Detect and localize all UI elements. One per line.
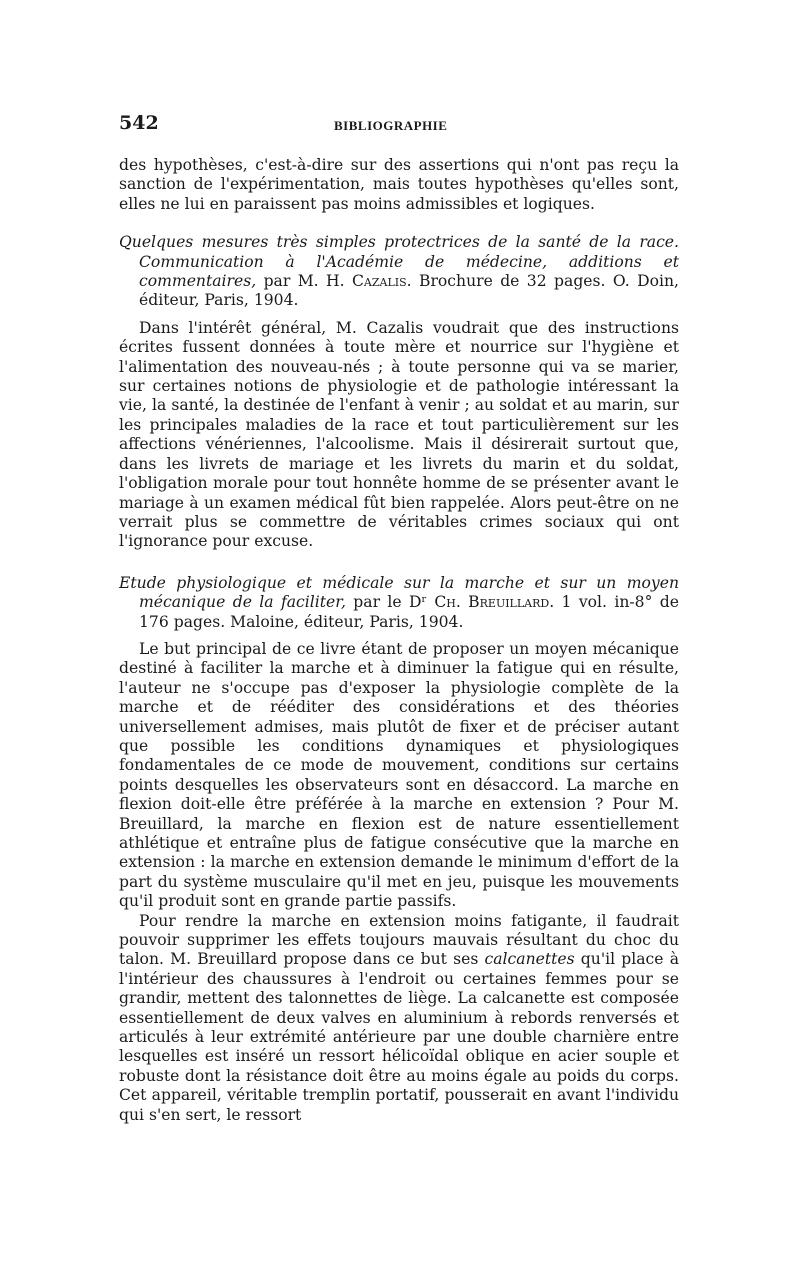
- running-title: BIBLIOGRAPHIE: [334, 118, 448, 133]
- entry-1-details: . Brochure de 32 pages. O. Doin, éditeur, Paris, 1904.: [139, 272, 679, 310]
- entry-1-review: Dans l'intérêt général, M. Cazalis voudrait que des instructions écrites fussent données à toute mère et nourrice sur l'hygiène et l'alimentation des nouveau-nés ; à toute personne qui va se marier, sur certaines notions de physiologie et de pathologie intéressant la vie, la santé, la destinée de l'enfant à venir ; au soldat et au marin, sur les principales maladies de la race et tout particulièrement sur les affections vénériennes, l'alcoolisme. Mais il désirerait surtout que, dans les livrets de mariage et les livrets du marin et du soldat, l'obligation morale pour tout honnête homme de se présenter avant le mariage à un examen médical fût bien rappelée. Alors peut-être on ne verrait plus se commettre de véritables crimes sociaux qui ont l'ignorance pour excuse.: [119, 318, 679, 551]
- entry-2-by: par le Dʳ: [345, 593, 435, 612]
- entry-2-review-paragraph-2: [119, 912, 679, 1125]
- review-2-text-b: qu'il place à l'intérieur des chaussures à l'endroit ou certaines femmes pour se grandir, mettent des talonnettes de liège. La calcanette est composée essentiellement de deux valves en aluminium à rebords renversés et articulés à leur extrémité antérieure par une double charnière entre lesquelles est inséré un ressort hélicoïdal oblique en acier souple et robuste dont la résistance doit être au moins égale au poids du corps. Cet appareil, véritable tremplin portatif, pousserait en avant l'individu qui s'en sert, le ressort: [119, 950, 679, 1124]
- book-page: [119, 112, 679, 1125]
- bibliographic-entry-1: [119, 233, 679, 311]
- review-2-text-a: Pour rendre la marche en extension moins fatigante, il faudrait pouvoir supprimer les effets toujours mauvais résultant du choc du talon. M. Breuillard propose dans ce but ses: [119, 911, 679, 969]
- entry-2-details: . 1 vol. in-8° de 176 pages. Maloine, éditeur, Paris, 1904.: [139, 593, 679, 631]
- bibliographic-entry-2: [119, 574, 679, 632]
- continuation-paragraph: des hypothèses, c'est-à-dire sur des assertions qui n'ont pas reçu la sanction de l'expérimentation, mais toutes hypothèses qu'elles sont, elles ne lui en paraissent pas moins admissibles et logiques.: [119, 156, 679, 213]
- running-head: [119, 112, 679, 142]
- entry-2-author: Ch. Breuillard: [434, 593, 550, 612]
- entry-2-review-paragraph-1: Le but principal de ce livre étant de proposer un moyen mécanique destiné à faciliter la marche et à diminuer la fatigue qui en résulte, l'auteur ne s'occupe pas d'exposer la physiologie complète de la marche et de rééditer des considérations et des théories universellement admises, mais plutôt de fixer et de préciser autant que possible les conditions dynamiques et physiologiques fondamentales de ce mode de mouvement, conditions sur certains points desquelles les observateurs sont en désaccord. La marche en flexion doit-elle être préférée à la marche en extension ? Pour M. Breuillard, la marche en flexion est de nature essentiellement athlétique et entraîne plus de fatigue consécutive que la marche en extension : la marche en extension demande le minimum d'effort de la part du système musculaire qu'il met en jeu, puisque les mouvements qu'il produit sont en grande partie passifs.: [119, 639, 679, 911]
- entry-1-title: Quelques mesures très simples protectrices de la santé de la race. Communication à l'Académie de médecine, additions et commentaires,: [119, 233, 679, 291]
- entry-2-title: Etude physiologique et médicale sur la marche et sur un moyen mécanique de la faciliter,: [119, 573, 679, 612]
- entry-1-by: par M. H.: [256, 272, 352, 291]
- entry-1-author: Cazalis: [351, 272, 407, 291]
- review-2-term: calcanettes: [484, 950, 575, 969]
- page-number: 542: [119, 112, 159, 134]
